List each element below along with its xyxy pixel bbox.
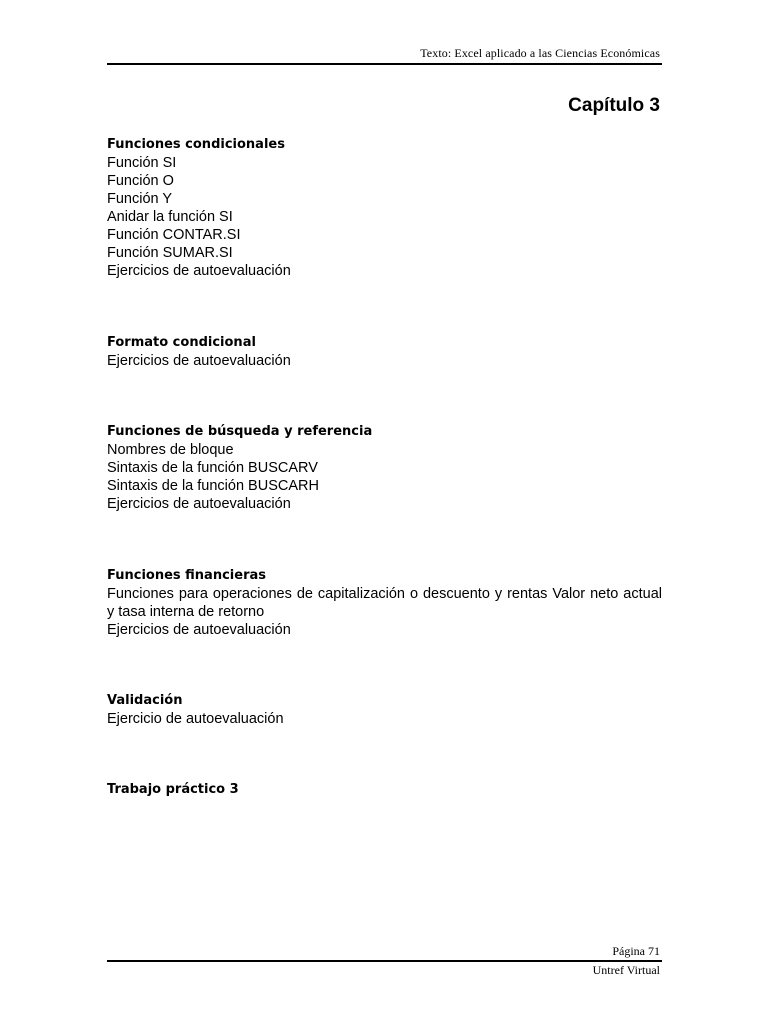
running-header: Texto: Excel aplicado a las Ciencias Económicas <box>420 46 660 60</box>
section-title: Trabajo práctico 3 <box>107 782 239 797</box>
section-formato-condicional <box>107 334 662 370</box>
footer-rule <box>107 960 662 962</box>
section-funciones-busqueda <box>107 423 662 513</box>
list-item: Nombres de bloque <box>107 442 234 458</box>
section-funciones-financieras <box>107 567 662 639</box>
section-title: Funciones financieras <box>107 568 266 583</box>
section-title: Formato condicional <box>107 335 256 350</box>
list-item: Ejercicios de autoevaluación <box>107 263 291 279</box>
list-item: Ejercicios de autoevaluación <box>107 353 291 369</box>
section-title: Funciones de búsqueda y referencia <box>107 424 373 439</box>
list-item: Función CONTAR.SI <box>107 227 241 243</box>
footer-brand: Untref Virtual <box>592 963 660 977</box>
section-title: Validación <box>107 693 183 708</box>
list-item: Sintaxis de la función BUSCARV <box>107 460 318 476</box>
list-item: Sintaxis de la función BUSCARH <box>107 478 319 494</box>
list-item: Ejercicio de autoevaluación <box>107 711 284 727</box>
section-validacion <box>107 692 662 728</box>
list-item: Ejercicios de autoevaluación <box>107 622 291 638</box>
list-item: Ejercicios de autoevaluación <box>107 496 291 512</box>
list-item: Función SI <box>107 155 177 171</box>
list-item: Función O <box>107 173 174 189</box>
header-rule <box>107 63 662 65</box>
list-item: Funciones para operaciones de capitalización o descuento y rentas Valor neto actual y tasa interna de retorno <box>107 586 662 620</box>
chapter-title: Capítulo 3 <box>568 95 660 116</box>
list-item: Función SUMAR.SI <box>107 245 233 261</box>
page-number: Página 71 <box>612 944 660 958</box>
list-item: Función Y <box>107 191 173 207</box>
list-item: Anidar la función SI <box>107 209 233 225</box>
section-trabajo-practico <box>107 781 662 799</box>
section-title: Funciones condicionales <box>107 137 285 152</box>
section-funciones-condicionales <box>107 136 662 280</box>
chapter-contents <box>107 136 662 799</box>
